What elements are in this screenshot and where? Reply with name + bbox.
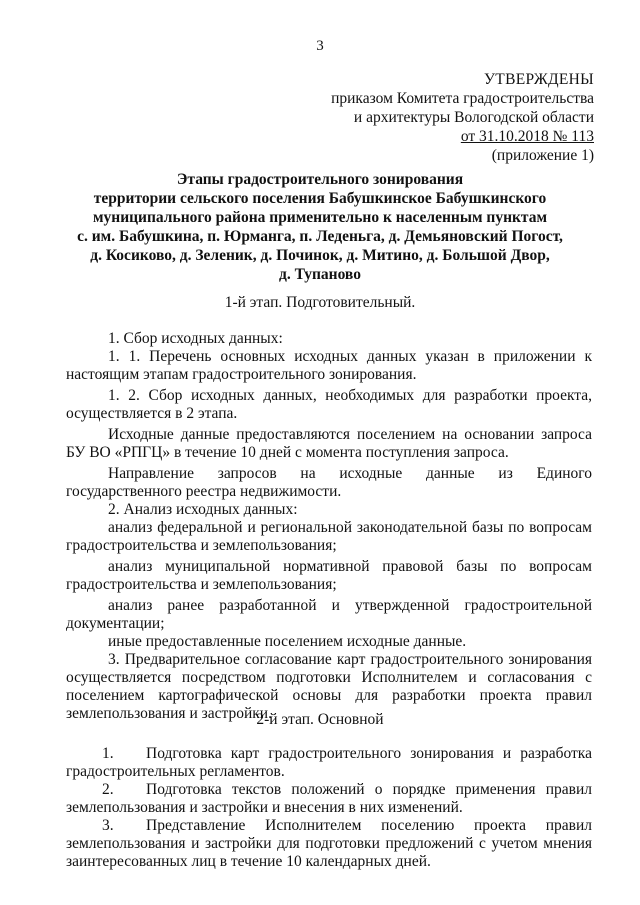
list-item	[66, 817, 592, 871]
page-number: 3	[316, 38, 324, 54]
title-line: территории сельского поселения Бабушкинское Бабушкинского	[93, 190, 547, 207]
list-item	[66, 781, 592, 817]
item-number: 2.	[102, 781, 114, 798]
approval-appendix: (приложение 1)	[491, 147, 594, 164]
paragraph: анализ ранее разработанной и утвержденной градостроительной документации;	[66, 597, 592, 632]
approval-line: и архитектуры Вологодской области	[353, 109, 594, 126]
paragraph: анализ муниципальной нормативной правовой базы по вопросам градостроительства и землепользования;	[66, 558, 592, 593]
item-text: Подготовка текстов положений о порядке применения правил землепользования и застройки и внесения в них изменений.	[66, 781, 592, 816]
approval-heading: УТВЕРЖДЕНЫ	[484, 71, 594, 88]
approval-order-ref: от 31.10.2018 № 113	[460, 128, 594, 145]
paragraph: анализ федеральной и региональной законодательной базы по вопросам градостроительства и землепользования;	[66, 519, 592, 554]
paragraph: Исходные данные предоставляются поселением на основании запроса БУ ВО «РПГЦ» в течение 10 дней с момента поступления запроса.	[66, 426, 592, 461]
stage2-heading: 2-й этап. Основной	[256, 711, 384, 728]
title-line: д. Косиково, д. Зеленик, д. Починок, д. Митино, д. Большой Двор,	[90, 247, 550, 264]
list-item	[66, 745, 592, 781]
item-text: Подготовка карт градостроительного зонирования и разработка градостроительных регламентов.	[66, 745, 592, 780]
approval-stamp	[331, 70, 594, 165]
title-line: муниципального района применительно к населенным пунктам	[92, 209, 548, 226]
document-title	[0, 170, 640, 284]
item-number: 3.	[102, 817, 114, 834]
paragraph: 1. 2. Сбор исходных данных, необходимых для разработки проекта, осуществляется в 2 этапа.	[66, 387, 592, 422]
paragraph: 2. Анализ исходных данных:	[108, 501, 298, 518]
title-line: с. им. Бабушкина, п. Юрманга, п. Леденьга, д. Демьяновский Погост,	[77, 228, 563, 245]
paragraph: 3. Предварительное согласование карт градостроительного зонирования осуществляется посредством подготовки Исполнителем и согласования с поселением картографической основы для разработки проекта правил землепользования и застройки.	[66, 651, 592, 722]
item-text: Представление Исполнителем поселению проекта правил землепользования и застройки для подготовки предложений с учетом мнения заинтересованных лиц в течение 10 календарных дней.	[66, 817, 592, 870]
paragraph: иные предоставленные поселением исходные данные.	[108, 633, 467, 650]
stage1-body	[66, 330, 592, 723]
paragraph: 1. Сбор исходных данных:	[108, 330, 283, 347]
title-line: Этапы градостроительного зонирования	[176, 171, 464, 188]
paragraph: 1. 1. Перечень основных исходных данных указан в приложении к настоящим этапам градостроительного зонирования.	[66, 348, 592, 383]
stage2-body	[66, 745, 592, 871]
paragraph: Направление запросов на исходные данные из Единого государственного реестра недвижимости.	[66, 465, 592, 500]
title-line: д. Тупаново	[279, 266, 361, 283]
item-number: 1.	[102, 745, 114, 762]
stage1-heading: 1-й этап. Подготовительный.	[224, 294, 416, 311]
approval-line: приказом Комитета градостроительства	[331, 90, 594, 107]
